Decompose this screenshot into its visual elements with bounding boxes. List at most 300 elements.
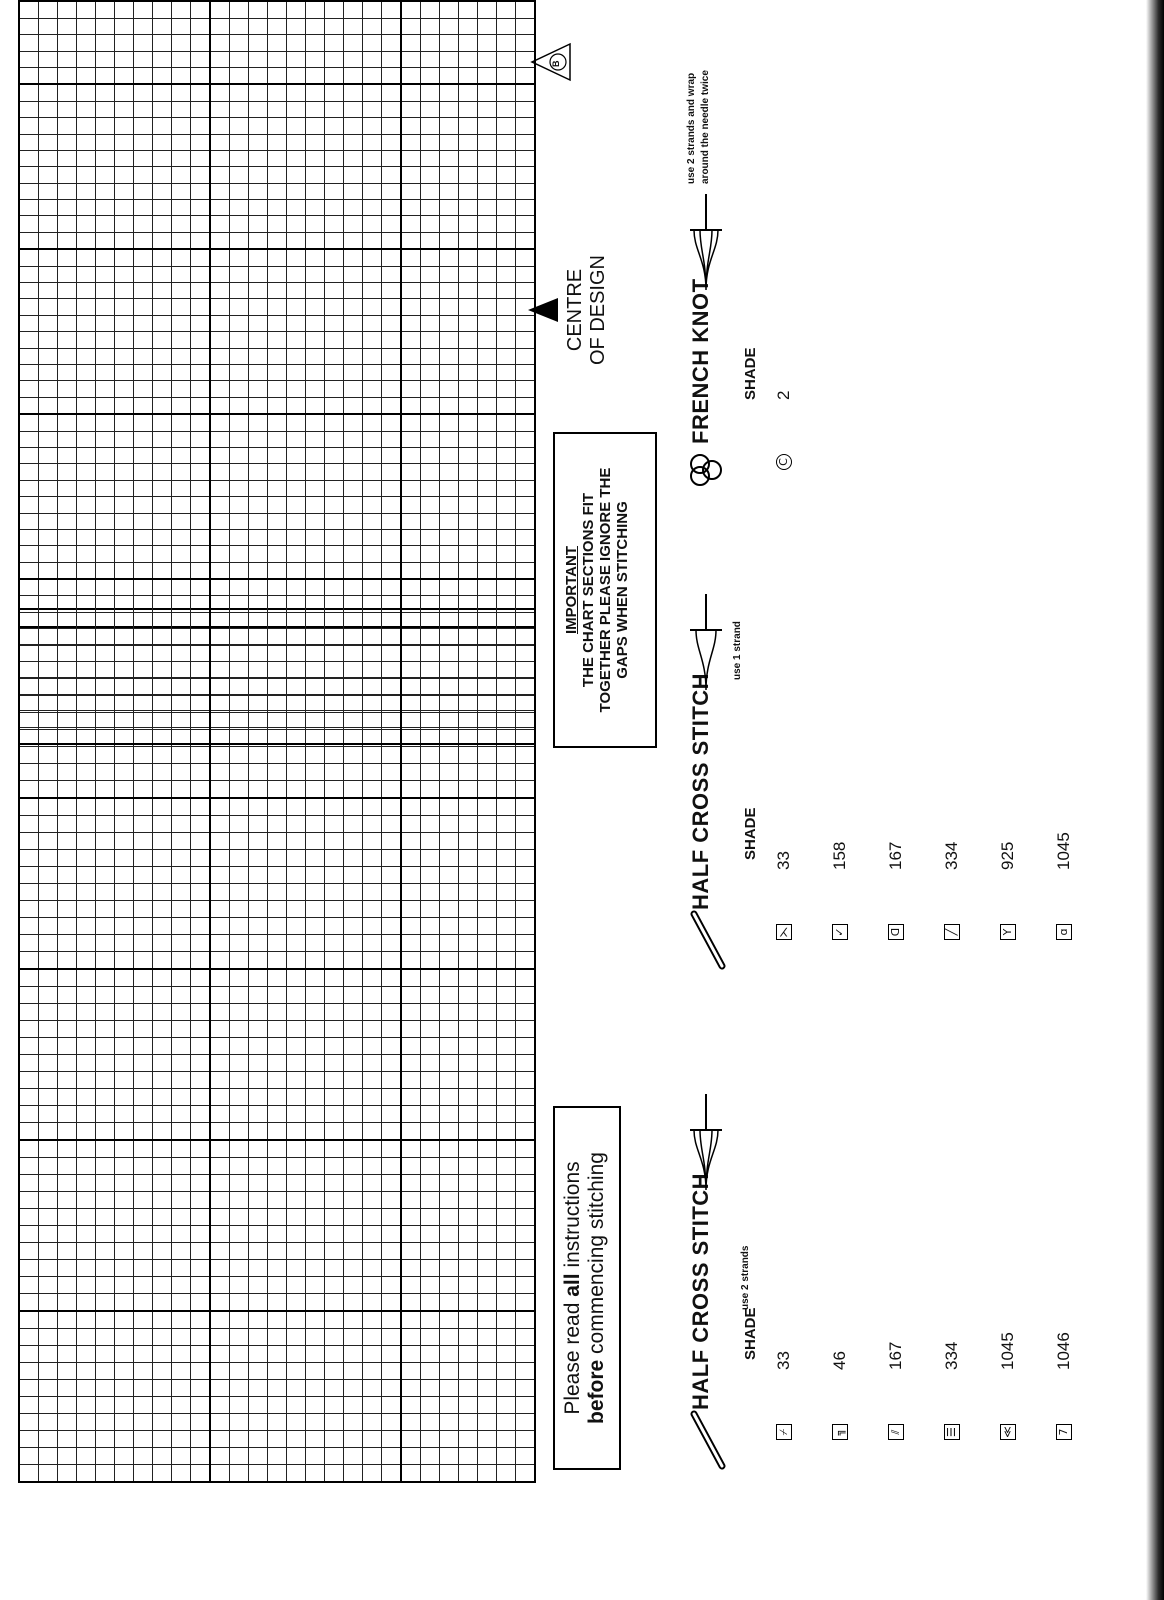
chart-cell [421,249,440,266]
chart-cell [440,167,459,183]
chart-cell [19,348,39,364]
chart-cell [306,612,325,628]
chart-cell [287,662,306,678]
chart-cell [230,1,249,18]
chart-cell [363,216,382,232]
chart-cell [382,315,402,331]
chart-cell [401,1123,421,1141]
chart-cell [401,1311,421,1329]
chart-cell [516,1123,536,1141]
chart-cell [210,1363,230,1380]
chart-cell [325,1055,344,1072]
chart-cell [363,1004,382,1021]
chart-cell [134,727,153,744]
section-b-label: B [551,60,561,67]
chart-cell [344,134,363,150]
chart-cell [134,200,153,216]
chart-cell [210,447,230,463]
chart-cell [440,365,459,381]
chart-cell [210,1140,230,1158]
chart-cell [230,283,249,299]
chart-cell [153,315,172,331]
chart-cell [210,332,230,348]
chart-cell [306,1038,325,1055]
chart-cell [19,249,39,266]
chart-cell [210,579,230,596]
chart-cell [191,1192,211,1209]
chart-cell [191,711,211,727]
chart-cell [401,348,421,364]
chart-cell [478,365,497,381]
chart-cell [325,1038,344,1055]
chart-cell [210,987,230,1004]
chart-cell [172,612,191,628]
chart-cell [344,332,363,348]
chart-cell [363,596,382,612]
chart-cell [172,1346,191,1363]
chart-cell [58,662,77,678]
chart-cell [401,365,421,381]
chart-cell [115,397,134,414]
chart-cell [77,612,96,628]
chart-cell [77,711,96,727]
chart-cell [191,935,211,952]
chart-cell [287,497,306,513]
chart-cell [421,1397,440,1414]
chart-cell [153,816,172,833]
chart-cell [77,969,96,987]
chart-cell [153,414,172,431]
chart-cell [325,1192,344,1209]
chart-cell [134,747,153,764]
chart-cell [268,84,287,101]
chart-cell [421,764,440,781]
chart-cell [268,397,287,414]
chart-cell [19,629,39,645]
chart-cell [230,167,249,183]
chart-cell [459,447,478,463]
chart-cell [134,249,153,266]
chart-cell [287,183,306,199]
chart-cell [363,969,382,987]
chart-cell [497,1294,516,1312]
chart-cell [19,1038,39,1055]
chart-cell [344,1089,363,1106]
chart-cell [401,1038,421,1055]
chart-cell [344,694,363,710]
chart-cell [39,798,58,816]
chart-cell [325,1072,344,1089]
chart-cell [249,1397,268,1414]
chart-cell [497,867,516,884]
chart-cell [363,867,382,884]
chart-cell [249,1243,268,1260]
chart-cell [172,397,191,414]
chart-cell [363,747,382,764]
chart-cell [306,118,325,134]
chart-cell [440,397,459,414]
chart-cell [459,546,478,562]
chart-cell [210,867,230,884]
chart-cell [230,51,249,67]
chart-cell [96,1055,115,1072]
chart-cell [325,1311,344,1329]
chart-cell [77,200,96,216]
chart-cell [210,781,230,799]
chart-cell [96,1209,115,1226]
chart-cell [191,299,211,315]
chart-cell [153,249,172,266]
chart-cell [382,18,402,34]
chart-cell [115,1226,134,1243]
chart-cell [77,1021,96,1038]
chart-cell [459,596,478,612]
chart-cell [478,579,497,596]
key-shade: 334 [942,841,961,870]
chart-cell [58,781,77,799]
chart-cell [172,18,191,34]
chart-cell [58,1123,77,1141]
chart-cell [363,833,382,850]
chart-cell [172,447,191,463]
chart-cell [401,18,421,34]
chart-cell [382,464,402,480]
chart-cell [325,798,344,816]
chart-cell [344,987,363,1004]
chart-cell [440,816,459,833]
chart-cell [115,232,134,249]
chart-cell [382,711,402,727]
chart-cell [172,332,191,348]
chart-cell [459,1260,478,1277]
chart-cell [96,1311,115,1329]
chart-cell [39,1123,58,1141]
chart-cell [382,249,402,266]
centre-of-design [528,250,638,370]
chart-cell [459,1465,478,1483]
chart-cell [478,1260,497,1277]
chart-cell [115,798,134,816]
chart-cell [153,266,172,282]
chart-cell [191,1004,211,1021]
chart-cell [115,579,134,596]
chart-cell [363,1243,382,1260]
chart-cell [516,678,536,694]
chart-cell [172,480,191,496]
chart-cell [77,216,96,232]
chart-cell [459,299,478,315]
chart-cell [325,764,344,781]
chart-cell [115,1465,134,1483]
chart-cell [134,365,153,381]
chart-cell [325,867,344,884]
chart-cell [287,850,306,867]
chart-cell [459,249,478,266]
chart-cell [363,1123,382,1141]
chart-cell [497,798,516,816]
chart-cell [382,884,402,901]
chart-cell [268,1055,287,1072]
chart-cell [19,987,39,1004]
chart-cell [325,952,344,970]
chart-cell [344,596,363,612]
chart-cell [58,562,77,579]
chart-cell [191,529,211,545]
chart-cell [39,1226,58,1243]
chart-cell [478,35,497,51]
chart-cell [497,884,516,901]
chart-cell [382,283,402,299]
chart-cell [210,232,230,249]
chart-cell [440,249,459,266]
chart-cell [172,1329,191,1346]
chart-cell [421,1192,440,1209]
chart-cell [440,200,459,216]
chart-cell [478,816,497,833]
chart-cell [516,562,536,579]
chart-cell [459,579,478,596]
chart-cell [172,747,191,764]
chart-cell [19,1380,39,1397]
chart-cell [249,1380,268,1397]
chart-cell [287,431,306,447]
chart-cell [268,1448,287,1465]
chart-cell [230,315,249,331]
chart-cell [421,332,440,348]
chart-cell [115,200,134,216]
chart-cell [306,529,325,545]
chart-cell [115,629,134,645]
chart-cell [39,694,58,710]
chart-cell [115,497,134,513]
chart-cell [191,1346,211,1363]
chart-cell [459,987,478,1004]
chart-cell [191,645,211,661]
chart-cell [39,332,58,348]
chart-cell [382,447,402,463]
chart-cell [153,167,172,183]
chart-cell [459,1329,478,1346]
chart-cell [287,51,306,67]
key-shade: 334 [942,1341,961,1370]
chart-cell [19,798,39,816]
chart-cell [363,1072,382,1089]
chart-cell [497,918,516,935]
chart-cell [249,867,268,884]
chart-cell [287,35,306,51]
chart-cell [58,952,77,970]
chart-cell [516,850,536,867]
chart-cell [58,694,77,710]
chart-cell [191,833,211,850]
chart-cell [497,101,516,117]
chart-cell [134,901,153,918]
chart-cell [344,1021,363,1038]
chart-cell [344,952,363,970]
chart-cell [77,35,96,51]
chart-cell [19,747,39,764]
chart-cell [516,987,536,1004]
chart-cell [440,850,459,867]
chart-cell [96,935,115,952]
chart-cell [459,529,478,545]
chart-cell [382,612,402,628]
chart-cell [115,884,134,901]
chart-cell [172,216,191,232]
chart-cell [268,513,287,529]
chart-cell [382,935,402,952]
chart-cell [478,1329,497,1346]
chart-cell [19,35,39,51]
chart-cell [134,480,153,496]
chart-cell [249,596,268,612]
chart-cell [249,833,268,850]
chart-cell [459,183,478,199]
chart-cell [191,167,211,183]
chart-cell [497,1431,516,1448]
chart-cell [115,513,134,529]
chart-cell [268,480,287,496]
chart-cell [344,1431,363,1448]
chart-cell [58,901,77,918]
chart-cell [134,497,153,513]
chart-cell [58,1414,77,1431]
chart-cell [96,1329,115,1346]
chart-cell [58,1004,77,1021]
chart-cell [401,397,421,414]
chart-cell [153,283,172,299]
chart-cell [19,867,39,884]
chart-cell [306,381,325,397]
key-row [938,760,968,940]
chart-cell [77,952,96,970]
chart-cell [230,1004,249,1021]
thread-icon [686,1090,726,1190]
chart-cell [440,727,459,744]
chart-cell [516,118,536,134]
chart-cell [230,867,249,884]
chart-cell [478,84,497,101]
chart-cell [153,952,172,970]
chart-cell [153,645,172,661]
chart-cell [478,249,497,266]
chart-cell [230,1038,249,1055]
chart-cell [287,134,306,150]
chart-cell [325,200,344,216]
chart-cell [401,764,421,781]
chart-cell [191,764,211,781]
chart-cell [230,1431,249,1448]
chart-cell [325,1465,344,1483]
chart-cell [497,1038,516,1055]
chart-cell [306,935,325,952]
chart-cell [440,497,459,513]
chart-cell [287,167,306,183]
chart-cell [39,232,58,249]
chart-cell [39,18,58,34]
chart-cell [516,1363,536,1380]
chart-cell [230,414,249,431]
chart-cell [134,833,153,850]
chart-cell [249,850,268,867]
chart-cell [382,918,402,935]
chart-cell [153,118,172,134]
chart-cell [344,1106,363,1123]
chart-cell [421,662,440,678]
chart-cell [39,464,58,480]
chart-cell [440,1089,459,1106]
chart-cell [421,1329,440,1346]
chart-cell [306,1448,325,1465]
chart-cell [210,952,230,970]
chart-cell [39,1465,58,1483]
chart-cell [153,562,172,579]
chart-cell [382,987,402,1004]
chart-cell [344,816,363,833]
chart-cell [230,348,249,364]
chart-cell [39,1,58,18]
chart-cell [363,678,382,694]
chart-cell [96,1004,115,1021]
chart-cell [344,1055,363,1072]
chart-cell [191,1,211,18]
chart-cell [172,414,191,431]
chart-cell [478,529,497,545]
chart-cell [210,381,230,397]
chart-cell [210,562,230,579]
chart-cell [497,249,516,266]
chart-cell [516,101,536,117]
chart-cell [39,348,58,364]
chart-grid [18,0,536,745]
chart-cell [401,952,421,970]
key-row [994,760,1024,940]
chart-cell [39,51,58,67]
chart-cell [440,781,459,799]
chart-cell [249,1431,268,1448]
chart-cell [363,464,382,480]
chart-cell [134,662,153,678]
chart-cell [96,1106,115,1123]
chart-cell [191,51,211,67]
chart-cell [172,645,191,661]
chart-cell [210,513,230,529]
key-row [1050,1260,1080,1440]
chart-cell [230,546,249,562]
chart-cell [58,1260,77,1277]
chart-cell [77,397,96,414]
chart-cell [306,662,325,678]
chart-cell [459,1294,478,1312]
chart-cell [363,183,382,199]
chart-cell [440,1465,459,1483]
chart-cell [497,397,516,414]
chart-cell [153,1311,172,1329]
chart-cell [77,134,96,150]
chart-cell [287,283,306,299]
chart-cell [134,1192,153,1209]
chart-cell [115,167,134,183]
chart-cell [249,497,268,513]
chart-cell [516,1329,536,1346]
chart-cell [497,431,516,447]
chart-cell [459,283,478,299]
chart-cell [77,935,96,952]
chart-cell [58,1,77,18]
chart-cell [96,1294,115,1312]
chart-cell [421,546,440,562]
chart-cell [249,35,268,51]
